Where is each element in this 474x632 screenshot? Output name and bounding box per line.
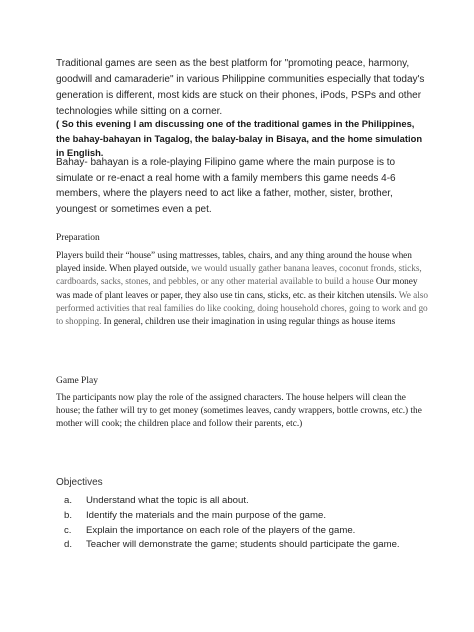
objective-item <box>64 524 436 539</box>
preparation-text-5: We also performed activities that real families do like cooking, doing household chores, going to work and go to shopping. <box>56 290 428 328</box>
objective-item <box>64 509 436 524</box>
preparation-paragraph <box>56 250 428 329</box>
preparation-text-6: In general, children use their imagination in using regular things as house items <box>101 317 396 328</box>
preparation-text-1: Players build their “house” using mattresses, tables, chairs, and any thing around the house when played inside. When played outside, <box>56 251 412 275</box>
list-marker: b. <box>64 509 73 521</box>
objective-text: Explain the importance on each role of the players of the game. <box>86 524 356 536</box>
game-play-heading: Game Play <box>56 376 98 386</box>
preparation-text-2: we would usually gather banana leaves, coconut fronds, sticks, cardboards, sacks, stones, and pebbles, or any other material available to build a house <box>56 264 422 288</box>
objective-text: Understand what the topic is all about. <box>86 495 249 506</box>
objective-text: Identify the materials and the main purpose of the game. <box>86 509 326 521</box>
game-play-paragraph: The participants now play the role of the assigned characters. The house helpers will clean the house; the father will try to get money (sometimes leaves, candy wrappers, bottle crowns, etc.) the mother will cook; the children place and follow their parents, etc.) <box>56 393 422 430</box>
preparation-text-4: they also use tin cans, sticks, etc. as their kitchen utensils. <box>182 290 397 301</box>
preparation-heading: Preparation <box>56 233 100 243</box>
objective-text: Teacher will demonstrate the game; students should participate the game. <box>86 539 400 551</box>
objective-item <box>64 494 436 509</box>
preparation-text-3: Our money was made of plant leaves or paper, <box>56 277 418 301</box>
list-marker: a. <box>64 495 73 506</box>
list-marker: d. <box>64 539 73 551</box>
bahay-bahayan-paragraph: Bahay- bahayan is a role-playing Filipino game where the main purpose is to simulate or re-enact a real home with a family members this game needs 4-6 members, where the players need to act like a father, mother, sister, brother, youngest or sometimes even a pet. <box>56 157 396 215</box>
list-marker: c. <box>64 524 72 536</box>
bold-note-paragraph: ( So this evening I am discussing one of the traditional games in the Philippines, the bahay-bahayan in Tagalog, the balay-balay in Bisaya, and the home simulation in English. <box>56 118 423 158</box>
objectives-list <box>64 494 436 553</box>
intro-paragraph: Traditional games are seen as the best platform for "promoting peace, harmony, goodwill and camaraderie" in various Philippine communities especially that today's generation is different, most kids are stuck on their phones, iPods, PSPs and other technologies while sitting on a corner. <box>56 58 425 117</box>
objective-item <box>64 538 436 553</box>
objectives-heading: Objectives <box>56 477 103 488</box>
